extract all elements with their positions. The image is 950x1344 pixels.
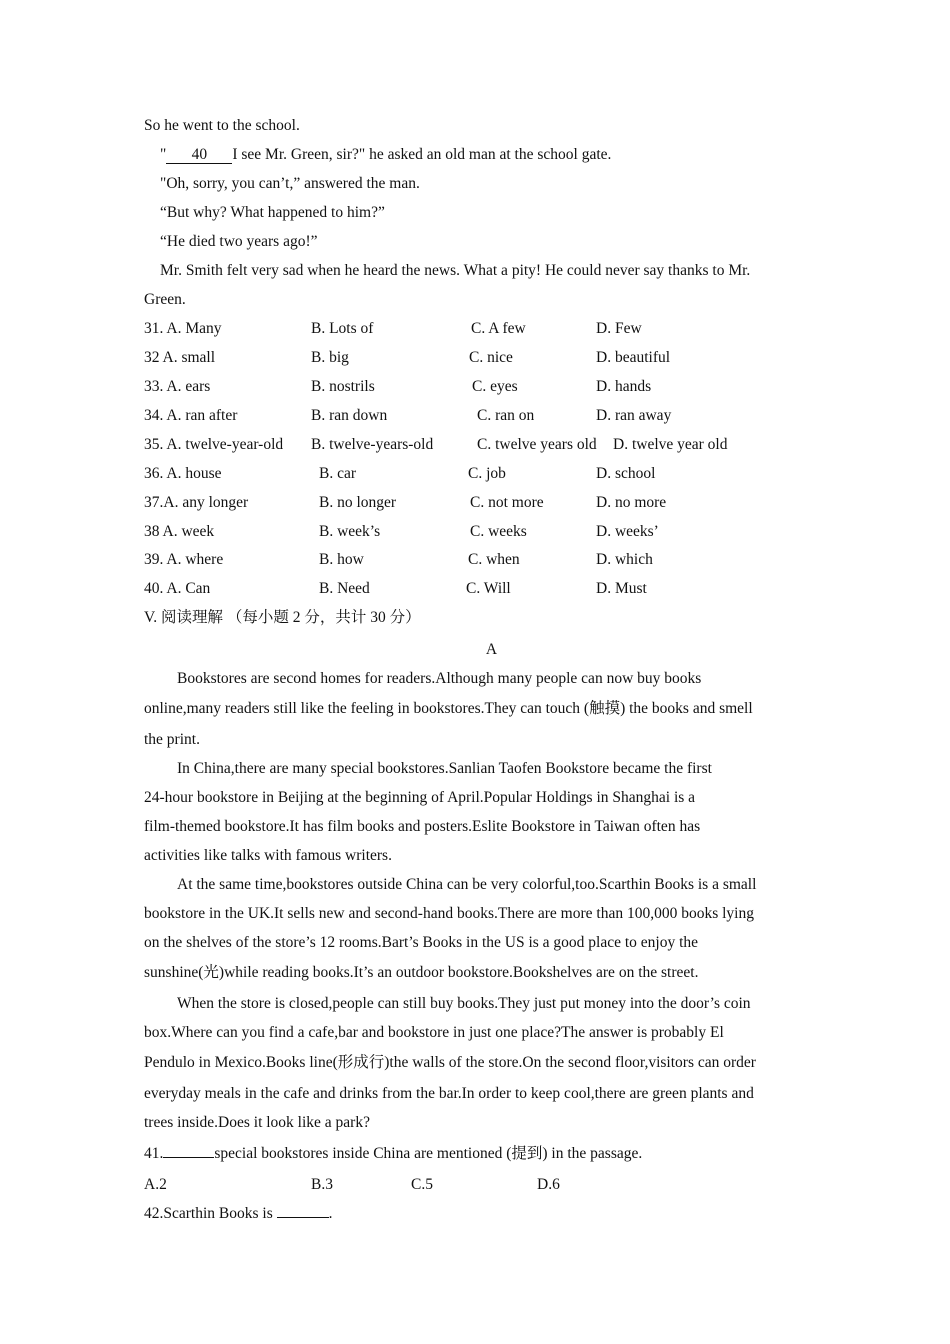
option-d: D. weeks’ bbox=[596, 523, 659, 540]
passage-line: everyday meals in the cafe and drinks from the bar.In order to keep cool,there are green plants and bbox=[144, 1085, 754, 1102]
q41-option-d: D.6 bbox=[537, 1176, 560, 1193]
option-d: D. twelve year old bbox=[613, 436, 728, 453]
story-line: Mr. Smith felt very sad when he heard the news. What a pity! He could never say thanks to Mr. bbox=[160, 262, 751, 279]
passage-line: box.Where can you find a cafe,bar and bookstore in just one place?The answer is probably El bbox=[144, 1024, 724, 1041]
passage-line: film-themed bookstore.It has film books and posters.Eslite Bookstore in Taiwan often has bbox=[144, 818, 701, 835]
passage-line: Bookstores are second homes for readers.Although many people can now buy books bbox=[177, 670, 702, 687]
q41-option-b: B.3 bbox=[311, 1176, 333, 1193]
option-b: B. Need bbox=[319, 580, 370, 597]
section-heading: V. 阅读理解 （每小题 2 分，共计 30 分） bbox=[144, 609, 421, 626]
option-c: C. Will bbox=[466, 580, 511, 597]
passage-label: A bbox=[485, 641, 498, 658]
option-d: D. ran away bbox=[596, 407, 672, 424]
passage-line: In China,there are many special bookstores.Sanlian Taofen Bookstore became the first bbox=[177, 760, 712, 777]
option-c: C. when bbox=[468, 551, 520, 568]
passage-line: online,many readers still like the feeling in bookstores.They can touch (触摸) the books and smell bbox=[144, 700, 753, 717]
passage-line: on the shelves of the store’s 12 rooms.Bart’s Books in the US is a good place to enjoy the bbox=[144, 934, 699, 951]
option-b: B. how bbox=[319, 551, 364, 568]
option-d: D. Few bbox=[596, 320, 642, 337]
option-b: B. big bbox=[311, 349, 349, 366]
option-d: D. which bbox=[596, 551, 653, 568]
option-a: 31. A. Many bbox=[144, 320, 222, 337]
option-d: D. no more bbox=[596, 494, 667, 511]
passage-line: bookstore in the UK.It sells new and second-hand books.There are more than 100,000 books lying bbox=[144, 905, 754, 922]
story-line: “But why? What happened to him?” bbox=[160, 204, 385, 221]
question-41: 41. special bookstores inside China are mentioned (提到) in the passage. bbox=[144, 1145, 643, 1162]
story-line-blank-40: " 40 I see Mr. Green, sir?" he asked an old man at the school gate. bbox=[160, 146, 612, 163]
option-b: B. week’s bbox=[319, 523, 381, 540]
option-b: B. car bbox=[319, 465, 357, 482]
passage-line: At the same time,bookstores outside China can be very colorful,too.Scarthin Books is a small bbox=[177, 876, 757, 893]
passage-line: trees inside.Does it look like a park? bbox=[144, 1114, 370, 1131]
story-line: Green. bbox=[144, 291, 186, 308]
story-line: So he went to the school. bbox=[144, 117, 300, 134]
question-42: 42.Scarthin Books is . bbox=[144, 1205, 333, 1222]
option-a: 33. A. ears bbox=[144, 378, 211, 395]
option-c: C. nice bbox=[469, 349, 513, 366]
passage-line: activities like talks with famous writers. bbox=[144, 847, 392, 864]
option-c: C. A few bbox=[471, 320, 526, 337]
answer-blank bbox=[163, 1157, 214, 1158]
option-c: C. twelve years old bbox=[477, 436, 597, 453]
option-c: C. weeks bbox=[470, 523, 527, 540]
option-d: D. hands bbox=[596, 378, 652, 395]
passage-line: When the store is closed,people can still buy books.They just put money into the door’s coin bbox=[177, 995, 751, 1012]
story-line: “He died two years ago!” bbox=[160, 233, 318, 250]
option-a: 35. A. twelve-year-old bbox=[144, 436, 284, 453]
option-a: 40. A. Can bbox=[144, 580, 211, 597]
option-a: 37.A. any longer bbox=[144, 494, 249, 511]
option-a: 36. A. house bbox=[144, 465, 222, 482]
option-d: D. beautiful bbox=[596, 349, 671, 366]
passage-line: 24-hour bookstore in Beijing at the beginning of April.Popular Holdings in Shanghai is a bbox=[144, 789, 696, 806]
option-c: C. job bbox=[468, 465, 506, 482]
passage-line: sunshine(光)while reading books.It’s an outdoor bookstore.Bookshelves are on the street. bbox=[144, 964, 699, 981]
option-a: 38 A. week bbox=[144, 523, 215, 540]
q41-option-a: A.2 bbox=[144, 1176, 167, 1193]
option-c: C. ran on bbox=[477, 407, 535, 424]
option-b: B. nostrils bbox=[311, 378, 375, 395]
option-a: 32 A. small bbox=[144, 349, 216, 366]
passage-line: the print. bbox=[144, 731, 200, 748]
option-a: 34. A. ran after bbox=[144, 407, 238, 424]
option-d: D. Must bbox=[596, 580, 647, 597]
answer-blank: 40 bbox=[166, 146, 232, 164]
option-d: D. school bbox=[596, 465, 656, 482]
option-b: B. Lots of bbox=[311, 320, 374, 337]
option-b: B. twelve-years-old bbox=[311, 436, 434, 453]
passage-line: Pendulo in Mexico.Books line(形成行)the walls of the store.On the second floor,visitors can order bbox=[144, 1054, 756, 1071]
answer-blank bbox=[277, 1217, 329, 1218]
option-b: B. ran down bbox=[311, 407, 388, 424]
story-line: "Oh, sorry, you can’t,” answered the man. bbox=[160, 175, 420, 192]
option-c: C. not more bbox=[470, 494, 544, 511]
option-b: B. no longer bbox=[319, 494, 397, 511]
option-c: C. eyes bbox=[472, 378, 518, 395]
option-a: 39. A. where bbox=[144, 551, 224, 568]
q41-option-c: C.5 bbox=[411, 1176, 433, 1193]
